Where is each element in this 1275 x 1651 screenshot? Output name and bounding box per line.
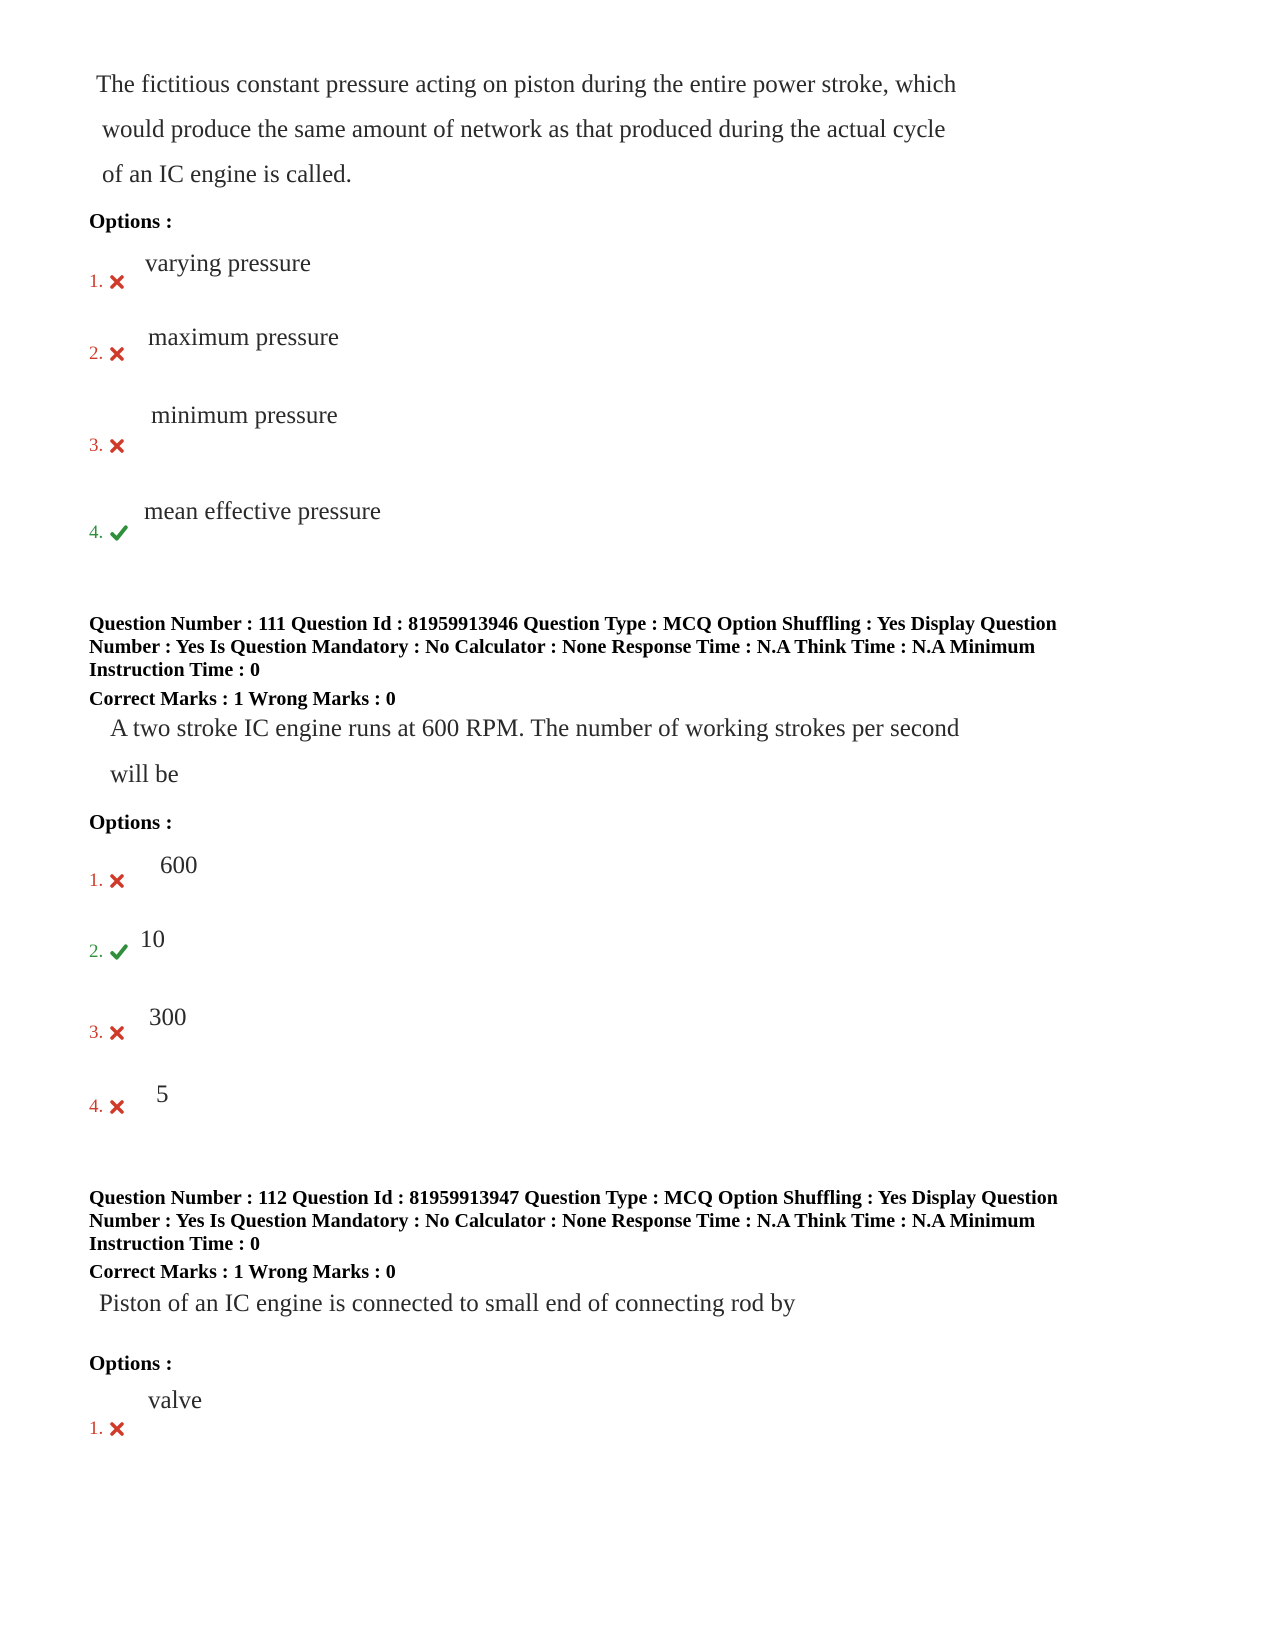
question-text-line: of an IC engine is called. (102, 161, 352, 188)
option-text: 600 (160, 852, 198, 879)
options-label: Options : (89, 810, 173, 834)
wrong-mark-icon (109, 274, 125, 290)
question-meta-line: Instruction Time : 0 (89, 659, 260, 681)
option-text: mean effective pressure (144, 498, 381, 525)
option-number: 4. (89, 522, 129, 544)
option-text: 5 (156, 1081, 169, 1108)
options-label: Options : (89, 1351, 173, 1375)
question-meta-line: Question Number : 111 Question Id : 81959913946 Question Type : MCQ Option Shuffling : Yes Display Question (89, 613, 1057, 635)
option-number: 2. (89, 343, 125, 365)
options-label: Options : (89, 209, 173, 233)
correct-check-icon (109, 943, 129, 961)
correct-check-icon (109, 524, 129, 542)
option-text: minimum pressure (151, 402, 338, 429)
question-text-line: A two stroke IC engine runs at 600 RPM. The number of working strokes per second (110, 715, 960, 742)
question-meta-line: Number : Yes Is Question Mandatory : No Calculator : None Response Time : N.A Think Time : N.A Minimum (89, 636, 1036, 658)
option-text: valve (148, 1387, 203, 1414)
wrong-mark-icon (109, 873, 125, 889)
question-text-line: will be (110, 761, 179, 788)
option-number: 3. (89, 435, 125, 457)
option-number: 2. (89, 941, 129, 963)
wrong-mark-icon (109, 1099, 125, 1115)
option-text: 300 (149, 1004, 187, 1031)
question-marks: Correct Marks : 1 Wrong Marks : 0 (89, 688, 396, 710)
option-number: 3. (89, 1022, 125, 1044)
wrong-mark-icon (109, 1421, 125, 1437)
wrong-mark-icon (109, 438, 125, 454)
option-text: varying pressure (145, 250, 311, 277)
wrong-mark-icon (109, 346, 125, 362)
option-number: 1. (89, 870, 125, 892)
option-text: 10 (140, 926, 165, 953)
question-meta-line: Number : Yes Is Question Mandatory : No Calculator : None Response Time : N.A Think Time : N.A Minimum (89, 1210, 1036, 1232)
question-meta-line: Instruction Time : 0 (89, 1233, 260, 1255)
question-marks: Correct Marks : 1 Wrong Marks : 0 (89, 1261, 396, 1283)
question-text-line: The fictitious constant pressure acting on piston during the entire power stroke, which (96, 71, 957, 98)
option-number: 1. (89, 1418, 125, 1440)
option-text: maximum pressure (148, 324, 339, 351)
question-text-line: would produce the same amount of network as that produced during the actual cycle (102, 116, 946, 143)
option-number: 4. (89, 1096, 125, 1118)
option-number: 1. (89, 271, 125, 293)
question-meta-line: Question Number : 112 Question Id : 81959913947 Question Type : MCQ Option Shuffling : Yes Display Question (89, 1187, 1058, 1209)
wrong-mark-icon (109, 1025, 125, 1041)
question-text-line: Piston of an IC engine is connected to small end of connecting rod by (99, 1290, 796, 1317)
